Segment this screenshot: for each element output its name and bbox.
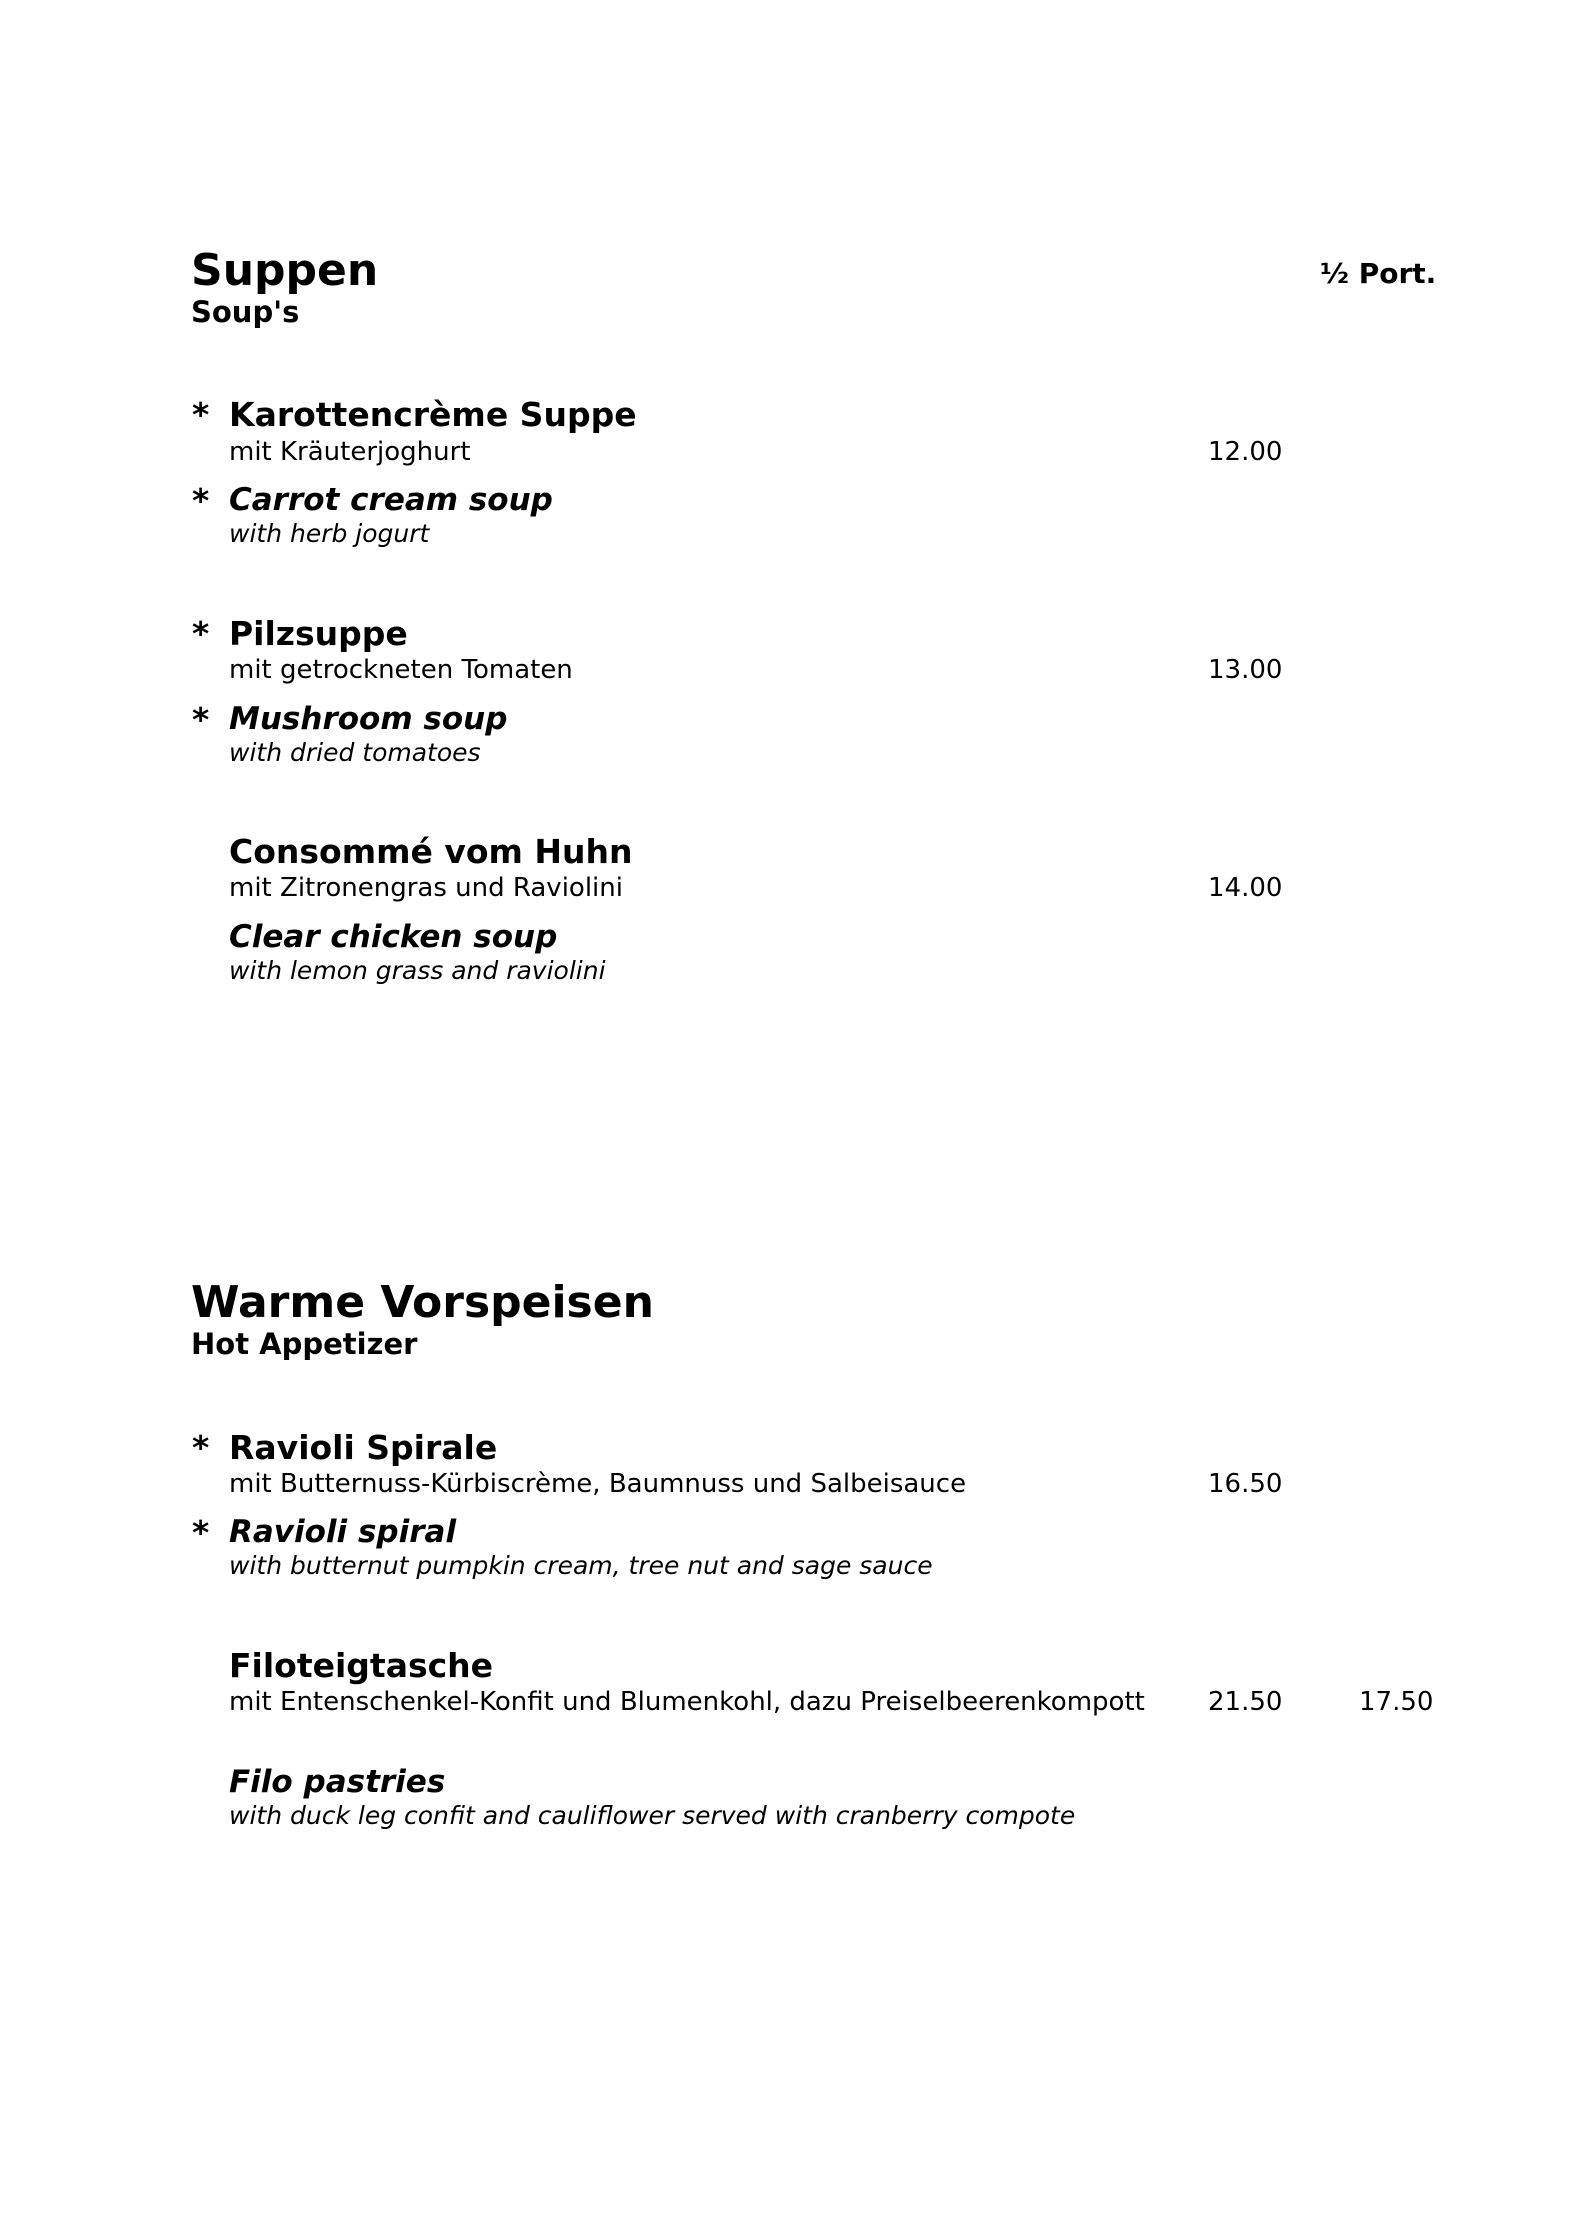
dish-name-en: Carrot cream soup [229, 482, 553, 518]
dish-name-de: Pilzsuppe [229, 614, 408, 653]
dish-price: 21.50 [1208, 1687, 1283, 1717]
section-title-warme-vorspeisen: Warme Vorspeisen [191, 1277, 654, 1328]
vegetarian-marker: * [192, 614, 210, 653]
dish-name-de: Ravioli Spirale [229, 1428, 498, 1467]
dish-name-en: Clear chicken soup [229, 919, 558, 955]
vegetarian-marker: * [192, 395, 210, 434]
dish-description-en: with butternut pumpkin cream, tree nut and sage sauce [229, 1551, 933, 1580]
dish-description-en: with herb jogurt [229, 519, 430, 548]
dish-description-de: mit Kräuterjoghurt [229, 437, 471, 467]
dish-price: 14.00 [1208, 873, 1283, 903]
vegetarian-marker: * [192, 1428, 210, 1467]
section-title-suppen: Suppen [191, 245, 379, 296]
dish-description-de: mit Zitronengras und Raviolini [229, 873, 623, 903]
vegetarian-marker: * [192, 700, 210, 739]
dish-description-de: mit getrockneten Tomaten [229, 655, 573, 685]
half-portion-header: ½ Port. [1320, 257, 1437, 290]
dish-name-de: Filoteigtasche [229, 1646, 494, 1685]
vegetarian-marker: * [192, 481, 210, 520]
dish-name-en: Ravioli spiral [229, 1514, 457, 1550]
dish-name-de: Consommé vom Huhn [229, 832, 633, 871]
dish-description-en: with lemon grass and raviolini [229, 956, 606, 985]
dish-description-en: with dried tomatoes [229, 738, 481, 767]
dish-price: 16.50 [1208, 1469, 1283, 1499]
dish-description-de: mit Entenschenkel-Konfit und Blumenkohl, dazu Preiselbeerenkompott [229, 1687, 1145, 1717]
dish-description-en: with duck leg confit and cauliflower served with cranberry compote [229, 1801, 1076, 1830]
section-subtitle-soups: Soup's [191, 295, 300, 329]
section-subtitle-hot-appetizer: Hot Appetizer [191, 1327, 418, 1361]
dish-name-de: Karottencrème Suppe [229, 395, 637, 434]
dish-price: 13.00 [1208, 655, 1283, 685]
dish-price: 12.00 [1208, 437, 1283, 467]
vegetarian-marker: * [192, 1513, 210, 1552]
dish-name-en: Mushroom soup [229, 701, 508, 737]
dish-description-de: mit Butternuss-Kürbiscrème, Baumnuss und Salbeisauce [229, 1469, 967, 1499]
dish-half-portion-price: 17.50 [1359, 1687, 1434, 1717]
dish-name-en: Filo pastries [229, 1764, 446, 1800]
